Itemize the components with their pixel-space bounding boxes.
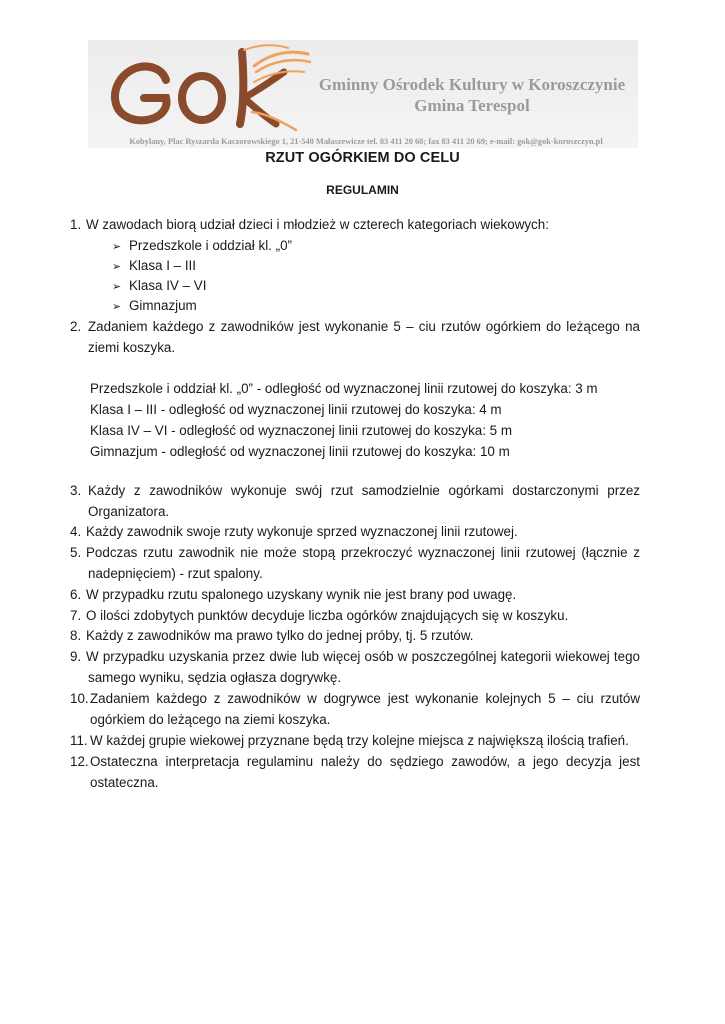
arrow-bullet-icon: ➢ [112, 241, 122, 253]
distance-line: Klasa I – III - odległość od wyznaczonej linii rzutowej do koszyka: 4 m [90, 402, 502, 417]
rule-number: 5. [70, 545, 82, 560]
rule-text: Każdy z zawodników ma prawo tylko do jednej próby, tj. 5 rzutów. [86, 628, 474, 643]
rule-5-continuation: nadepnięciem) - rzut spalony. [88, 566, 263, 581]
distance-line: Klasa IV – VI - odległość od wyznaczonej linii rzutowej do koszyka: 5 m [90, 423, 513, 438]
gok-logo [104, 42, 324, 134]
rule-number: 9. [70, 649, 82, 664]
bullet-text: Gimnazjum [129, 298, 197, 313]
rule-number: 2. [70, 319, 82, 334]
distance-line: Gimnazjum - odległość od wyznaczonej linii rzutowej do koszyka: 10 m [90, 444, 510, 459]
rule-text: Każdy z zawodników wykonuje swój rzut samodzielnie ogórkami dostarczonymi przez [88, 483, 640, 498]
rule-text: Podczas rzutu zawodnik nie może stopą przekroczyć wyznaczonej linii rzutowej (łącznie z [86, 545, 640, 560]
rule-number: 8. [70, 628, 82, 643]
bullet-text: Klasa I – III [129, 258, 196, 273]
rule-number: 7. [70, 608, 82, 623]
rule-2-continuation: ziemi koszyka. [88, 340, 176, 355]
rule-number: 6. [70, 587, 82, 602]
arrow-bullet-icon: ➢ [112, 301, 122, 313]
bullet-text: Klasa IV – VI [129, 278, 207, 293]
organization-name [316, 74, 628, 116]
rule-text: W każdej grupie wiekowej przyznane będą trzy kolejne miejsca z największą ilością trafień. [90, 733, 629, 748]
rule-text: Ostateczna interpretacja regulaminu należy do sędziego zawodów, a jego decyzja jest [90, 754, 640, 769]
rule-text: Zadaniem każdego z zawodników w dogrywce jest wykonanie kolejnych 5 – ciu rzutów [90, 691, 640, 706]
rule-3-continuation: Organizatora. [88, 504, 170, 519]
organization-name-line2: Gmina Terespol [414, 96, 530, 115]
bullet-text: Przedszkole i oddział kl. „0” [129, 238, 292, 253]
rule-text: W przypadku rzutu spalonego uzyskany wynik nie jest brany pod uwagę. [86, 587, 517, 602]
rule-12-continuation: ostateczna. [90, 775, 159, 790]
document-title: RZUT OGÓRKIEM DO CELU [265, 150, 460, 166]
rule-number: 11. [70, 733, 88, 748]
organization-name-line1: Gminny Ośrodek Kultury w Koroszczynie [318, 75, 626, 94]
rule-text: W przypadku uzyskania przez dwie lub więcej osób w poszczególnej kategorii wiekowej tego [86, 649, 640, 664]
rule-9-continuation: samego wyniku, sędzia ogłasza dogrywkę. [88, 670, 342, 685]
rule-10-continuation: ogórkiem do leżącego na ziemi koszyka. [90, 712, 331, 727]
rule-text: Każdy zawodnik swoje rzuty wykonuje sprzed wyznaczonej linii rzutowej. [86, 524, 518, 539]
document-subtitle: REGULAMIN [326, 183, 399, 197]
rule-text: Zadaniem każdego z zawodników jest wykonanie 5 – ciu rzutów ogórkiem do leżącego na [88, 319, 640, 334]
distance-line: Przedszkole i oddział kl. „0” - odległość od wyznaczonej linii rzutowej do koszyka: 3 m [90, 381, 598, 396]
rule-number: 10. [70, 691, 89, 706]
rule-number: 4. [70, 524, 82, 539]
rule-number: 12. [70, 754, 89, 769]
letterhead-address: Kobylany, Plac Ryszarda Kaczorowskiego 1, 21-540 Małaszewicze tel. 83 411 20 60; fax 83 411 20 69; e-mail: gok@gok-koroszczyn.pl [129, 137, 603, 146]
arrow-bullet-icon: ➢ [112, 261, 122, 273]
letterhead [88, 40, 638, 148]
rule-number: 1. [70, 217, 82, 232]
rule-number: 3. [70, 483, 82, 498]
rule-text: W zawodach biorą udział dzieci i młodzież w czterech kategoriach wiekowych: [86, 217, 549, 232]
rule-text: O ilości zdobytych punktów decyduje liczba ogórków znajdujących się w koszyku. [86, 608, 569, 623]
arrow-bullet-icon: ➢ [112, 281, 122, 293]
